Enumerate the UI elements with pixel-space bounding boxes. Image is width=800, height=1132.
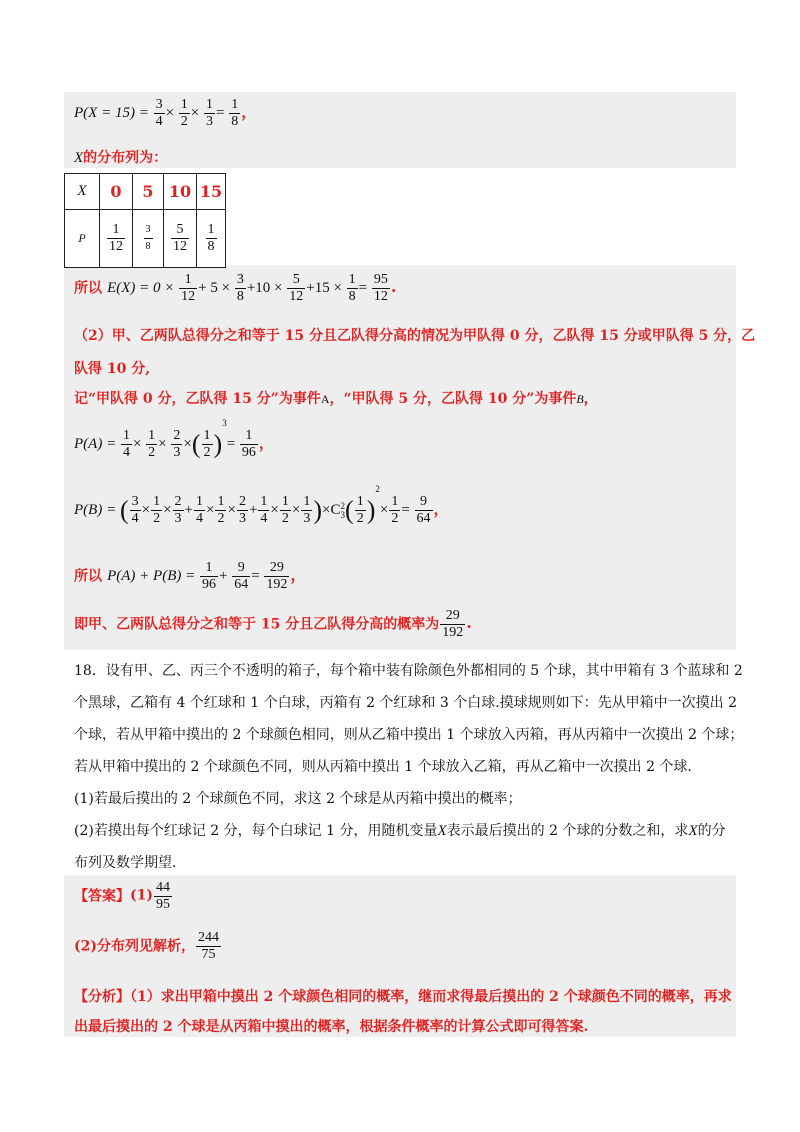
table-cell: 0 — [100, 174, 133, 210]
distribution-table — [64, 173, 226, 268]
question-line-1: 18．设有甲、乙、丙三个不透明的箱子，每个箱中装有除颜色外都相同的 5 个球，其中甲箱有 3 个蓝球和 2 — [74, 663, 743, 679]
question-line-4: 若从甲箱中摸出的 2 个球颜色不同，则从丙箱中摸出 1 个球放入乙箱，再从乙箱中一次摸出 2 个球. — [74, 759, 692, 775]
fraction: $\frac{1}{8}$ — [231, 97, 239, 129]
question-line-2: 个黑球，乙箱有 4 个红球和 1 个白球，丙箱有 2 个红球和 3 个白球.摸球规则如下：先从甲箱中一次摸出 2 — [74, 695, 738, 711]
fraction: $\frac{1}{2}$ — [180, 97, 188, 129]
part2-line3: 记“甲队得 0 分，乙队得 15 分”为事件A，“甲队得 5 分，乙队得 10 分”为事件B， — [74, 391, 598, 407]
analysis-line-2: 出最后摸出的 2 个球是从丙箱中摸出的概率，根据条件概率的计算公式即可得答案. — [74, 1019, 589, 1035]
conclusion-line: 即甲、乙两队总得分之和等于 15 分且乙队得分高的概率为 $\frac{29}{192}$ . — [74, 608, 472, 640]
sum-equation: 所以 P(A) + P(B) = $\frac{1}{96}$ + $\frac{9}{64}$ = $\frac{29}{192}$ ， — [74, 560, 307, 592]
table-cell: $\frac{1}{8}$ — [207, 222, 215, 254]
pb-equation: P(B) = ( $\frac{3}{4}$ × $\frac{1}{2}$ × $\frac{2}{3}$ + $\frac{1}{4}$ × $\frac{1}{2}$ × $\frac{2}{3}$ + $\frac{1}{4}$ × $\frac{1}{2}$ × $\frac{1}{3}$ )×C 2 3 ( $\frac{1}{2}$ )$^2$× $\frac{1}{2}$ = $\frac{9}{64}$ ， — [74, 484, 449, 527]
part2-line1: （2）甲、乙两队总得分之和等于 15 分且乙队得分高的情况为甲队得 0 分，乙队得 15 分或甲队得 5 分，乙 — [74, 328, 756, 344]
pa-equation: P(A) = $\frac{1}{4}$ × $\frac{1}{2}$ × $\frac{2}{3}$ ×( $\frac{1}{2}$ )$^3$= $\frac{1}{96}$ ， — [74, 418, 274, 461]
question-line-6: (2)若摸出每个红球记 2 分，每个白球记 1 分，用随机变量X表示最后摸出的 2 个球的分数之和，求X的分 — [74, 823, 726, 839]
question-line-7: 布列及数学期望. — [74, 855, 177, 871]
answer-line-2: (2)分布列见解析， $\frac{244}{75}$ — [74, 930, 219, 962]
distribution-title: X的分布列为： — [74, 150, 168, 166]
fraction: $\frac{1}{3}$ — [206, 97, 213, 129]
table-cell: $\frac{5}{12}$ — [173, 222, 187, 254]
fraction: $\frac{3}{4}$ — [155, 97, 163, 129]
table-cell: $\frac{3}{8}$ — [145, 224, 151, 252]
question-line-5: (1)若最后摸出的 2 个球颜色不同，求这 2 个球是从丙箱中摸出的概率； — [74, 791, 522, 807]
table-cell: 10 — [164, 174, 197, 210]
table-header-p: P — [78, 231, 86, 245]
p-x15-equation: P(X = 15) = $\frac{3}{4}$ × $\frac{1}{2}$ × $\frac{1}{3}$ = $\frac{1}{8}$ ， — [74, 97, 257, 129]
table-header-x: X — [77, 183, 87, 199]
table-cell: $\frac{1}{12}$ — [109, 222, 123, 254]
table-cell: 5 — [133, 174, 164, 210]
part2-line2: 队得 10 分, — [74, 361, 151, 377]
analysis-line-1: 【分析】（1）求出甲箱中摸出 2 个球颜色相同的概率，继而求得最后摸出的 2 个球颜色不同的概率，再求 — [74, 989, 732, 1005]
table-cell: 15 — [197, 174, 226, 210]
question-line-3: 个球，若从甲箱中摸出的 2 个球颜色相同，则从乙箱中摸出 1 个球放入丙箱，再从丙箱中一次摸出 2 个球； — [74, 727, 744, 743]
answer-line-1: 【答案】(1) $\frac{44}{95}$ — [74, 880, 170, 912]
expectation-equation: 所以 E(X) = 0 × $\frac{1}{12}$ + 5 × $\frac{3}{8}$ +10 × $\frac{5}{12}$ +15 × $\frac{1}{8}$ = $\frac{95}{12}$ . — [74, 272, 397, 304]
